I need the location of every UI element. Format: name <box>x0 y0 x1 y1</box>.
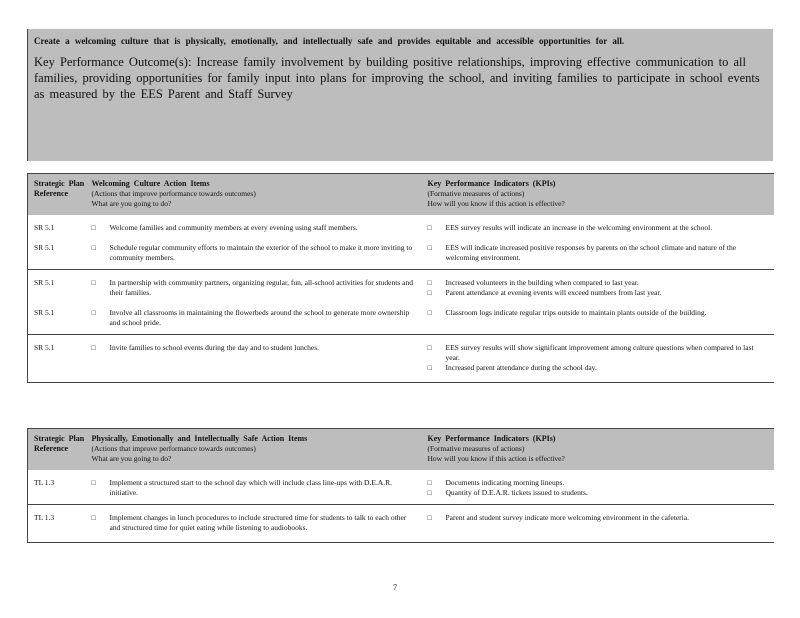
header-kpi-title: Key Performance Indicators (KPIs) <box>427 434 556 443</box>
header-actions-question: What are you going to do? <box>91 199 172 208</box>
goal-title: Create a welcoming culture that is physically, emotionally, and intellectually safe and provides equitable and accessible opportunities for all. <box>34 36 625 46</box>
checkbox-bullet-icon: □ <box>427 344 432 352</box>
checkbox-bullet-icon: □ <box>91 514 96 522</box>
row-reference: TL 1.3 <box>28 505 92 543</box>
checkbox-bullet-icon: □ <box>427 364 432 372</box>
header-actions-title: Physically, Emotionally and Intellectually Safe Action Items <box>91 434 308 443</box>
table-row <box>28 335 774 383</box>
kpi-item: Parent attendance at evening events will exceed numbers from last year. <box>445 288 662 297</box>
header-kpi-sub: (Formative measures of actions) <box>427 189 525 198</box>
kpi-item: Increased parent attendance during the school day. <box>445 363 597 372</box>
kpi-item: Documents indicating morning lineups. <box>445 478 565 487</box>
checkbox-bullet-icon: □ <box>91 309 96 317</box>
welcoming-culture-table <box>27 173 774 383</box>
header-reference: Strategic Plan Reference <box>34 434 85 453</box>
header-actions-title: Welcoming Culture Action Items <box>91 179 210 188</box>
row-reference: SR 5.1 <box>28 233 92 270</box>
table-row <box>28 233 774 270</box>
checkbox-bullet-icon: □ <box>427 479 432 487</box>
kpi-item: Increased volunteers in the building when compared to last year. <box>445 278 639 287</box>
checkbox-bullet-icon: □ <box>91 279 96 287</box>
row-reference: SR 5.1 <box>28 215 92 233</box>
action-item: Implement a structured start to the school day which will include class line-ups with D.E.A.R. initiative. <box>109 478 392 497</box>
kpi-item: Quantity of D.E.A.R. tickets issued to students. <box>445 488 588 497</box>
row-reference: SR 5.1 <box>28 298 92 335</box>
checkbox-bullet-icon: □ <box>91 224 96 232</box>
checkbox-bullet-icon: □ <box>427 489 432 497</box>
action-item: Welcome families and community members at every evening using staff members. <box>109 223 358 232</box>
table-row <box>28 505 774 543</box>
header-actions-sub: (Actions that improve performance towards outcomes) <box>91 189 256 198</box>
kpi-item: Parent and student survey indicate more welcoming environment in the cafeteria. <box>445 513 689 522</box>
checkbox-bullet-icon: □ <box>427 244 432 252</box>
action-item: Implement changes in lunch procedures to include structured time for students to talk to each other and structured time for quiet eating while listening to audiobooks. <box>109 513 407 532</box>
header-kpi-title: Key Performance Indicators (KPIs) <box>427 179 556 188</box>
kpi-item: EES will indicate increased positive responses by parents on the school climate and nature of the welcoming environment. <box>445 243 737 262</box>
header-actions-question: What are you going to do? <box>91 454 172 463</box>
row-reference: TL 1.3 <box>28 470 92 505</box>
table-row <box>28 470 774 505</box>
table-row <box>28 270 774 299</box>
action-item: In partnership with community partners, organizing regular, fun, all-school activities for students and their families. <box>109 278 413 297</box>
row-reference: SR 5.1 <box>28 335 92 383</box>
page-number: 7 <box>393 583 397 592</box>
header-reference: Strategic Plan Reference <box>34 179 85 198</box>
checkbox-bullet-icon: □ <box>427 514 432 522</box>
checkbox-bullet-icon: □ <box>91 479 96 487</box>
header-actions-sub: (Actions that improve performance towards outcomes) <box>91 444 256 453</box>
header-kpi-question: How will you know if this action is effective? <box>427 199 565 208</box>
header-kpi-sub: (Formative measures of actions) <box>427 444 525 453</box>
table-row <box>28 215 774 233</box>
table-header <box>28 429 774 471</box>
checkbox-bullet-icon: □ <box>427 279 432 287</box>
header-kpi-question: How will you know if this action is effective? <box>427 454 565 463</box>
checkbox-bullet-icon: □ <box>427 224 432 232</box>
safe-action-table <box>27 428 774 543</box>
table-row <box>28 298 774 335</box>
kpi-item: Classroom logs indicate regular trips outside to maintain plants outside of the building. <box>445 308 707 317</box>
kpi-item: EES survey results will indicate an increase in the welcoming environment at the school. <box>445 223 713 232</box>
kpi-item: EES survey results will show significant improvement among culture questions when compared to last year. <box>445 343 754 362</box>
table-header <box>28 174 774 216</box>
checkbox-bullet-icon: □ <box>91 244 96 252</box>
action-item: Schedule regular community efforts to maintain the exterior of the school to make it more inviting to community members. <box>109 243 413 262</box>
checkbox-bullet-icon: □ <box>427 309 432 317</box>
goal-box <box>27 29 773 161</box>
key-performance-outcome: Key Performance Outcome(s): Increase family involvement by building positive relationships, improving effective communication to all families, providing opportunities for family input into plans for improving the school, and inviting families to participate in school events as measured by the EES Parent and Staff Survey <box>34 55 760 101</box>
action-item: Invite families to school events during the day and to student lunches. <box>109 343 320 352</box>
action-item: Involve all classrooms in maintaining the flowerbeds around the school to generate more ownership and school pride. <box>109 308 410 327</box>
checkbox-bullet-icon: □ <box>91 344 96 352</box>
row-reference: SR 5.1 <box>28 270 92 299</box>
checkbox-bullet-icon: □ <box>427 289 432 297</box>
